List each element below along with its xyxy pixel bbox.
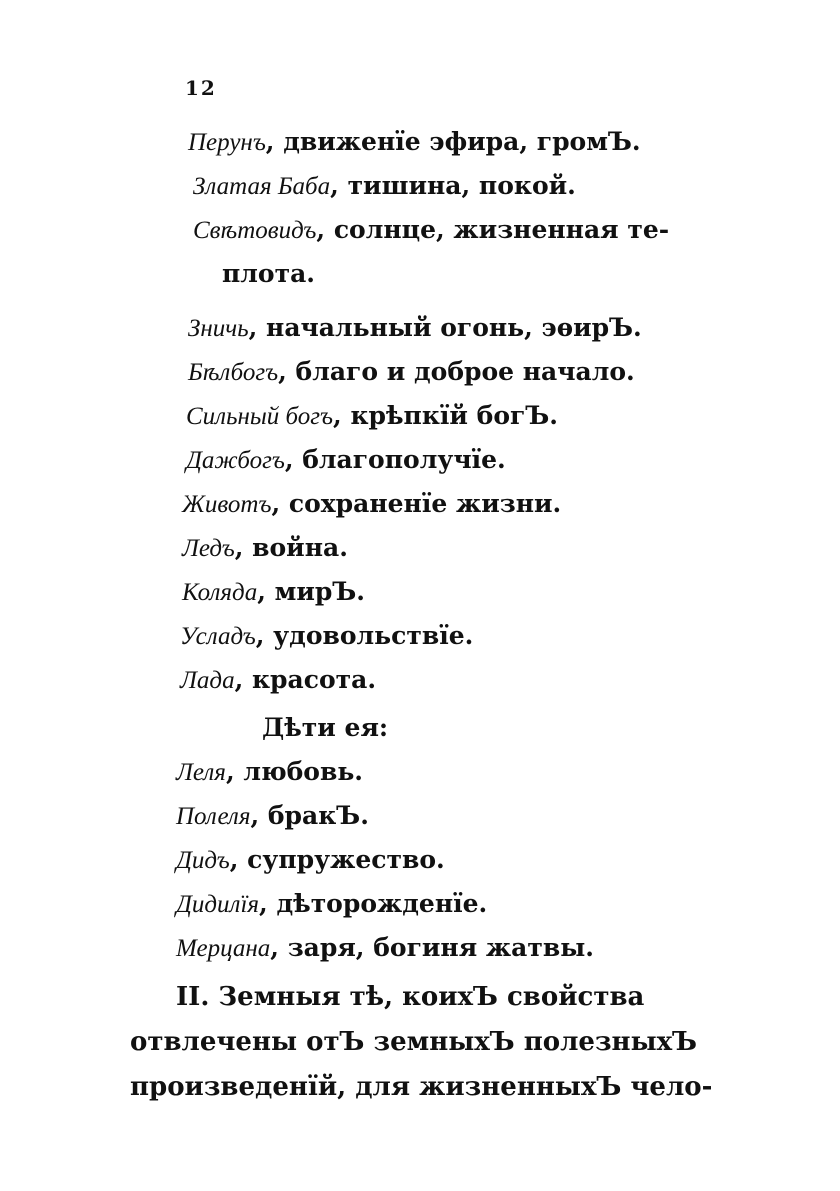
deity-name: Дидъ <box>176 847 230 874</box>
entry-didiliya: Дидилїя, дѣторожденїе. <box>176 889 488 918</box>
deity-description: мирЪ. <box>274 577 365 606</box>
deity-description: благополучїе. <box>302 445 506 474</box>
entry-mertsana: Мерцана, заря, богиня жатвы. <box>176 933 594 962</box>
deity-name: Усладъ <box>180 623 256 650</box>
deity-name: Леля <box>176 759 226 786</box>
entry-polelya: Полеля, бракЪ. <box>176 801 369 830</box>
deity-description: дѣторожденїе. <box>276 889 488 918</box>
deity-name: Златая Баба <box>193 173 331 200</box>
deity-name: Полеля <box>176 803 251 830</box>
entry-belbog: Бѣлбогъ, благо и доброе начало. <box>188 357 635 386</box>
paragraph-line-1: II. Земныя тѣ, коихЪ свойства <box>176 982 645 1012</box>
deity-description: супружество. <box>247 845 445 874</box>
deity-description: солнце, жизненная те- <box>333 215 670 244</box>
entry-silny-bog: Сильный богъ, крѣпкїй богЪ. <box>186 401 558 430</box>
entry-svetovid: Свѣтовидъ, солнце, жизненная те- <box>193 215 670 244</box>
deity-name: Коляда <box>182 579 258 606</box>
deity-description: тишина, покой. <box>347 171 576 200</box>
deity-description: красота. <box>252 665 377 694</box>
deity-name: Мерцана <box>176 935 271 962</box>
deity-name: Перунъ <box>188 129 266 156</box>
entry-zhivot: Животъ, сохраненїе жизни. <box>182 489 562 518</box>
deity-description: удовольствїе. <box>273 621 474 650</box>
deity-name: Свѣтовидъ <box>193 217 317 244</box>
deity-description: начальный огонь, эѳирЪ. <box>266 313 642 342</box>
entry-kolyada: Коляда, мирЪ. <box>182 577 365 606</box>
entry-lelya: Леля, любовь. <box>176 757 364 786</box>
deity-name: Дидилїя <box>176 891 260 918</box>
deity-name: Дажбогъ <box>186 447 285 474</box>
deity-description: благо и доброе начало. <box>295 357 635 386</box>
deity-description: движенїе эфира, громЪ. <box>283 127 641 156</box>
entry-led: Ледъ, война. <box>182 533 348 562</box>
paragraph-line-2: отвлечены отЪ земныхЪ полезныхЪ <box>130 1027 698 1057</box>
deity-name: Зничь <box>188 315 249 342</box>
deity-description: крѣпкїй богЪ. <box>350 401 558 430</box>
deity-name: Лада <box>180 667 235 694</box>
deity-name: Животъ <box>182 491 272 518</box>
entry-continuation: плота. <box>222 259 315 288</box>
entry-uslad: Усладъ, удовольствїе. <box>180 621 474 650</box>
entry-znich: Зничь, начальный огонь, эѳирЪ. <box>188 313 642 342</box>
deity-description: любовь. <box>243 757 364 786</box>
entry-lada: Лада, красота. <box>180 665 377 694</box>
deity-name: Сильный богъ <box>186 403 334 430</box>
deity-name: Бѣлбогъ <box>188 359 279 386</box>
entry-did: Дидъ, супружество. <box>176 845 445 874</box>
deity-description: бракЪ. <box>267 801 369 830</box>
entry-perun: Перунъ, движенїе эфира, громЪ. <box>188 127 641 156</box>
deity-description: сохраненїе жизни. <box>288 489 562 518</box>
deity-description: заря, богиня жатвы. <box>287 933 594 962</box>
page-number: 12 <box>185 76 217 100</box>
deity-description: война. <box>252 533 348 562</box>
entry-dazhbog: Дажбогъ, благополучїе. <box>186 445 506 474</box>
entry-zlataya-baba: Златая Баба, тишина, покой. <box>193 171 576 200</box>
subheading-children: Дѣти ея: <box>262 713 389 742</box>
paragraph-line-3: произведенїй, для жизненныхЪ чело- <box>130 1072 713 1102</box>
deity-name: Ледъ <box>182 535 235 562</box>
